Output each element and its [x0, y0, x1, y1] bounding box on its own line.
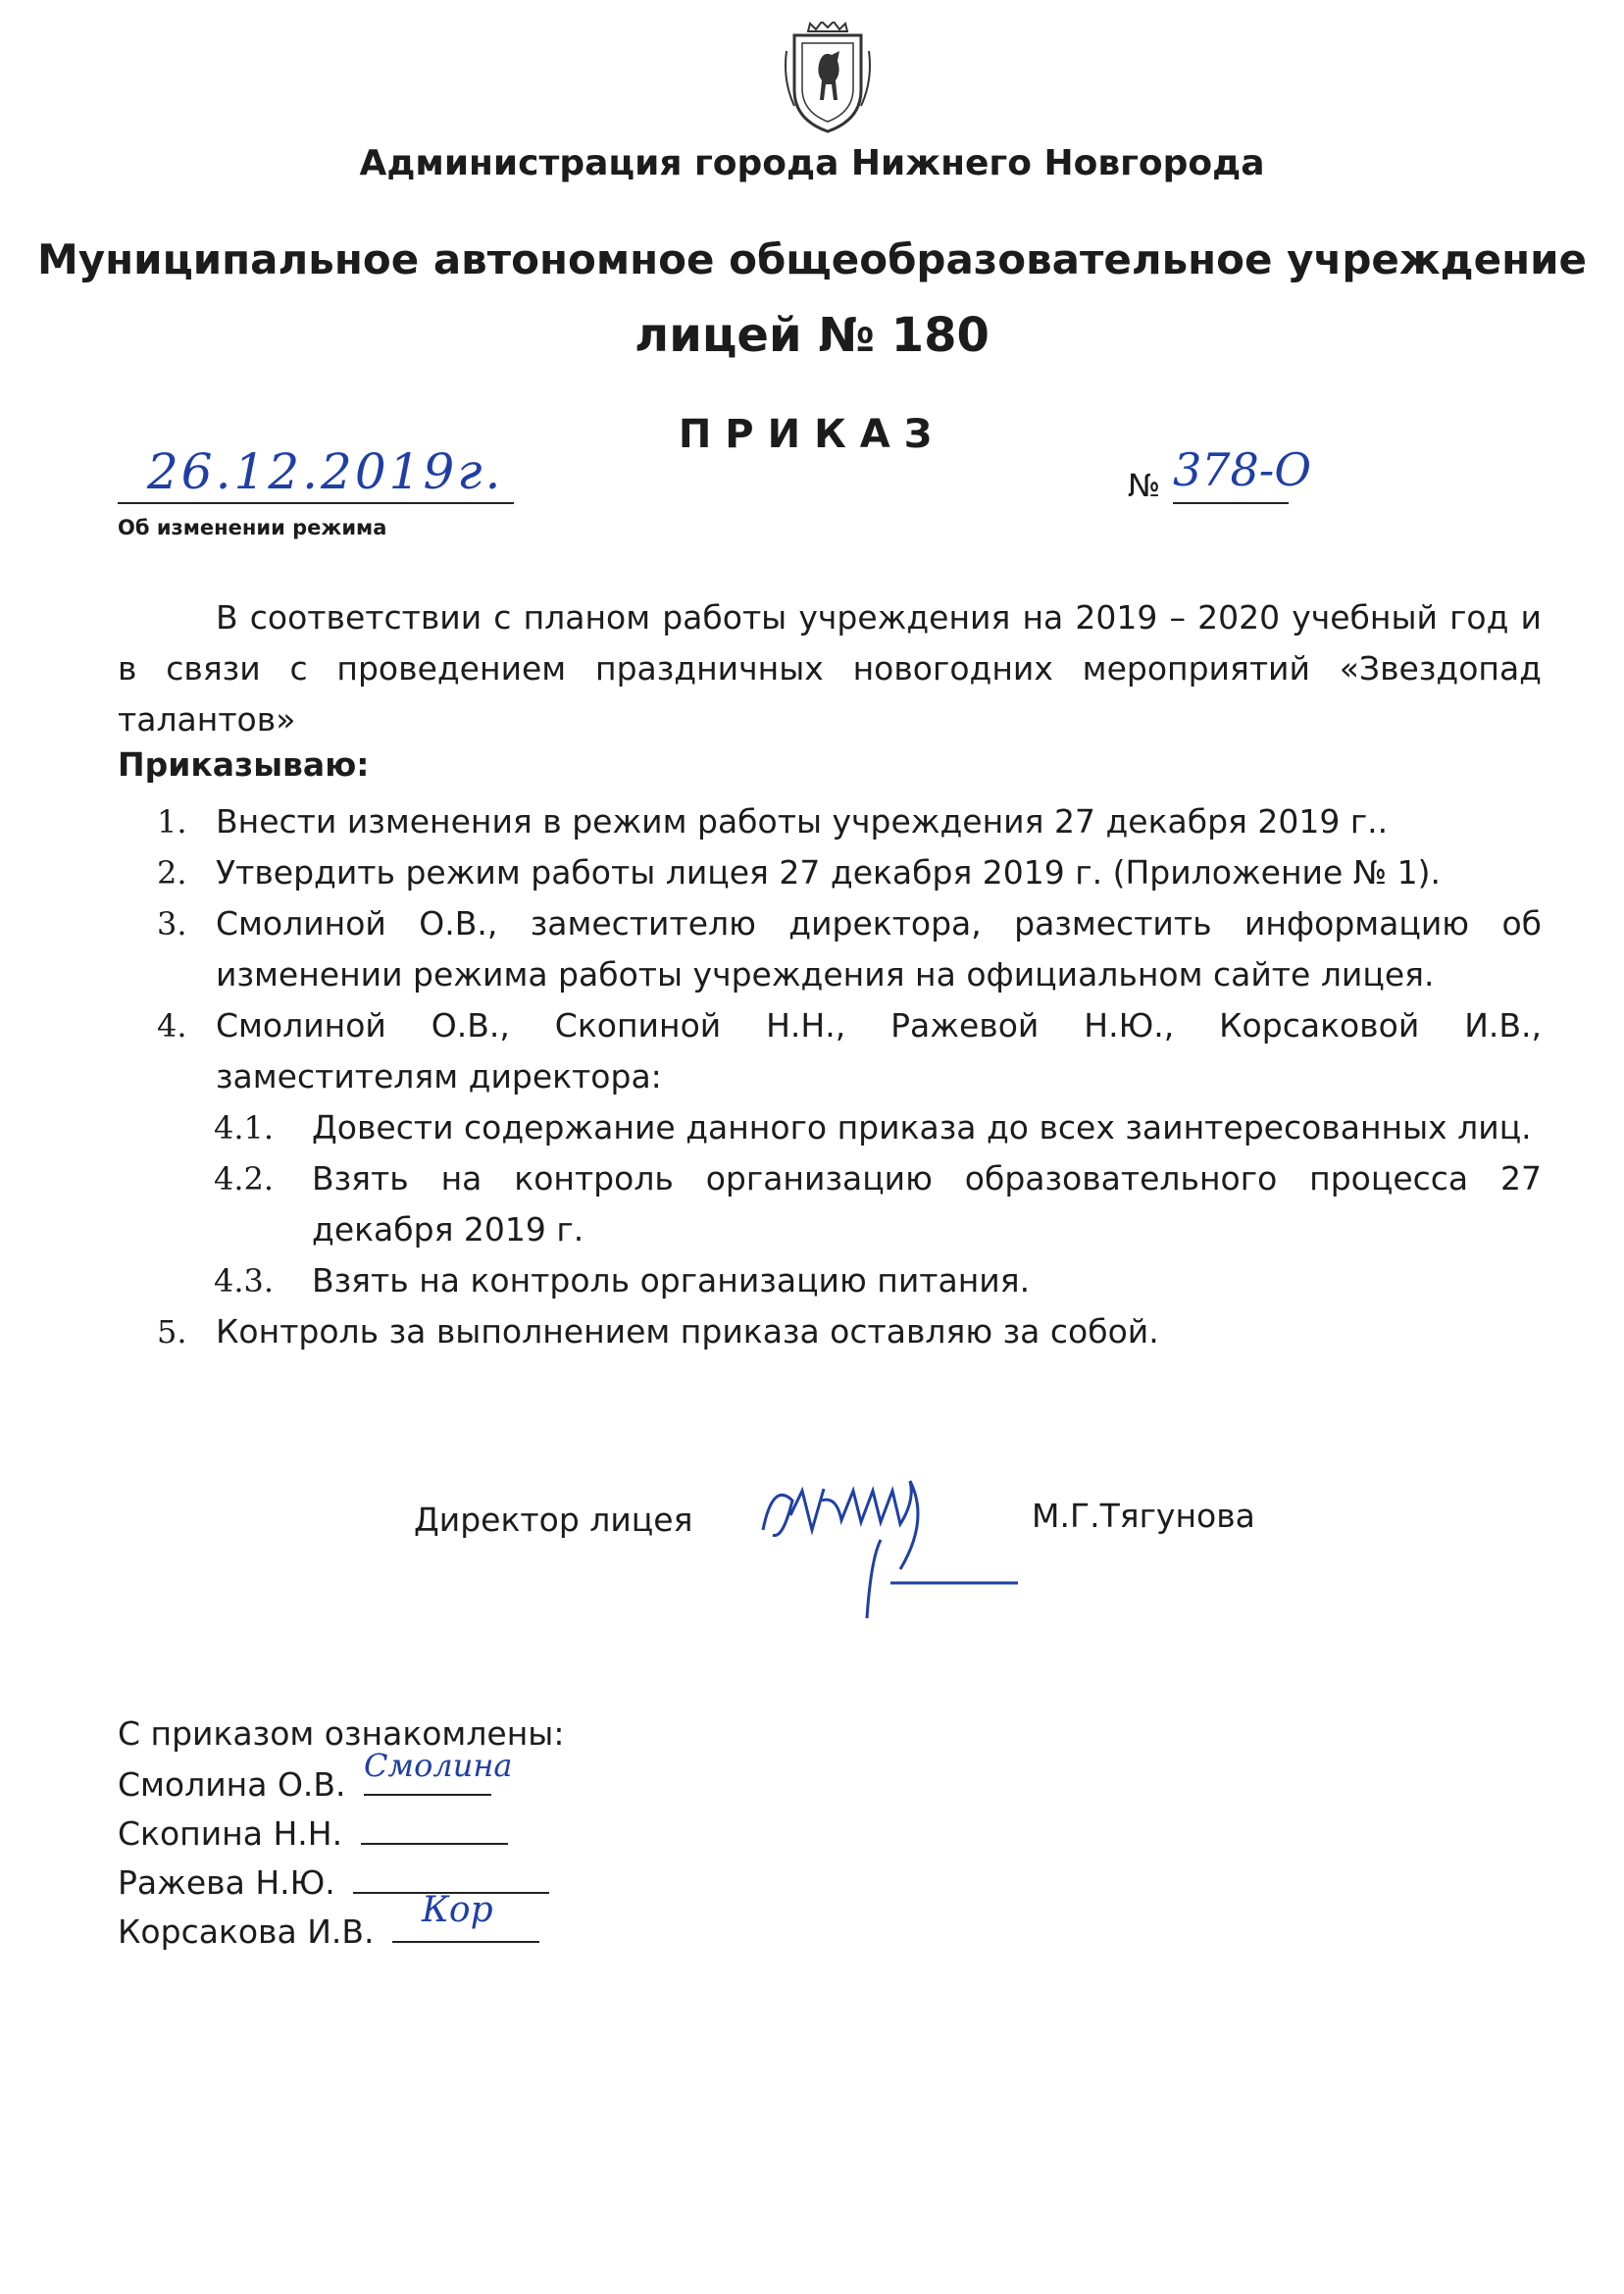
- order-date: 26.12.2019г.: [147, 443, 504, 500]
- item-text: Утвердить режим работы лицея 27 декабря 2019 г. (Приложение № 1).: [216, 853, 1441, 892]
- date-underline: [118, 502, 514, 504]
- number-underline: [1173, 502, 1289, 504]
- person-name: Смолина О.В.: [118, 1765, 346, 1804]
- order-number: 378-О: [1173, 443, 1312, 496]
- person-name: Ражева Н.Ю.: [118, 1863, 335, 1902]
- signature-line: [361, 1817, 508, 1845]
- subitem-number: 4.1.: [214, 1109, 275, 1147]
- subitem-number: 4.2.: [214, 1160, 275, 1198]
- preamble: В соответствии с планом работы учреждения на 2019 – 2020 учебный год и в связи с проведением праздничных новогодних мероприятий «Звездопад талантов»: [118, 598, 1542, 739]
- subitem-text: Взять на контроль организацию образовательного процесса 27 декабря 2019 г.: [312, 1159, 1542, 1249]
- acknowledgement-row: [118, 1890, 539, 1962]
- order-number-label: №: [1128, 467, 1161, 504]
- list-item: [157, 898, 1542, 1000]
- item-number: 2.: [157, 854, 187, 892]
- director-position: Директор лицея: [414, 1501, 693, 1539]
- signature-line: [364, 1747, 513, 1796]
- subitem-number: 4.3.: [214, 1262, 275, 1300]
- acknowledgement-row: [118, 1747, 513, 1814]
- ordering-word: Приказываю:: [118, 745, 370, 784]
- acknowledgement-row: [118, 1814, 508, 1863]
- subitem-text: Довести содержание данного приказа до всех заинтересованных лиц.: [312, 1108, 1532, 1147]
- list-item: [157, 796, 1542, 847]
- person-signature: Кор: [422, 1890, 493, 1930]
- city-emblem-icon: [781, 22, 875, 133]
- organization-title: Муниципальное автономное общеобразовательное учреждение: [36, 235, 1588, 283]
- list-subitem: [214, 1102, 1542, 1153]
- list-subitem: [214, 1255, 1542, 1306]
- acknowledgement-title: С приказом ознакомлены:: [118, 1714, 565, 1753]
- person-name: Корсакова И.В.: [118, 1912, 375, 1951]
- item-number: 1.: [157, 803, 187, 841]
- item-text: Смолиной О.В., заместителю директора, разместить информацию об изменении режима работы учреждения на официальном сайте лицея.: [216, 904, 1542, 994]
- person-name: Скопина Н.Н.: [118, 1814, 343, 1853]
- item-number: 5.: [157, 1313, 187, 1351]
- list-item: [157, 1306, 1542, 1357]
- administration-title: Администрация города Нижнего Новгорода: [359, 143, 1265, 183]
- organization-name: лицей № 180: [634, 308, 990, 363]
- order-subject: Об изменении режима: [118, 516, 387, 539]
- item-number: 4.: [157, 1007, 187, 1045]
- person-signature: Смолина: [364, 1747, 513, 1784]
- item-text: Контроль за выполнением приказа оставляю за собой.: [216, 1312, 1159, 1351]
- subitem-text: Взять на контроль организацию питания.: [312, 1261, 1031, 1300]
- signature-line: [392, 1890, 539, 1943]
- director-signature: [743, 1461, 1038, 1628]
- document-type: ПРИКАЗ: [678, 412, 946, 457]
- item-number: 3.: [157, 905, 187, 943]
- list-item: [157, 847, 1542, 898]
- director-name: М.Г.Тягунова: [1032, 1497, 1255, 1535]
- list-item: [157, 1000, 1542, 1102]
- list-subitem: [214, 1153, 1542, 1255]
- item-text: Смолиной О.В., Скопиной Н.Н., Ражевой Н.Ю., Корсаковой И.В., заместителям директора:: [216, 1006, 1542, 1096]
- item-text: Внести изменения в режим работы учреждения 27 декабря 2019 г..: [216, 802, 1389, 841]
